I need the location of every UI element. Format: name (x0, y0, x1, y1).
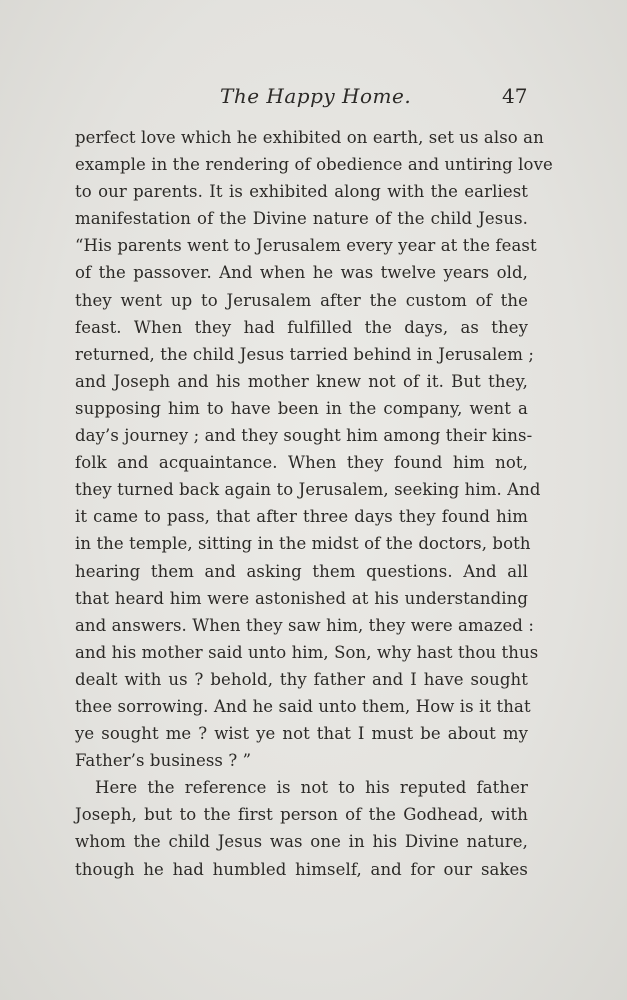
text-line: Joseph, but to the first person of the Godhead, with (75, 805, 528, 825)
text-line: returned, the child Jesus tarried behind in Jerusalem ; (75, 344, 535, 364)
text-line: Father’s business ? ” (75, 751, 252, 771)
paragraph-start-line: Here the reference is not to his reputed father (95, 778, 528, 798)
text-line: manifestation of the Divine nature of the child Jesus. (75, 209, 528, 229)
running-head (0, 84, 627, 114)
text-line: perfect love which he exhibited on earth, set us also an (75, 128, 544, 147)
text-line: and his mother said unto him, Son, why hast thou thus (75, 642, 539, 662)
text-line: it came to pass, that after three days they found him (75, 507, 528, 527)
text-line: to our parents. It is exhibited along with the earliest (75, 182, 528, 202)
body-text (75, 124, 553, 883)
text-line: and Joseph and his mother knew not of it. But they, (75, 371, 528, 391)
text-line: hearing them and asking them questions. And all (75, 561, 528, 581)
text-line: supposing him to have been in the company, went a (75, 398, 528, 418)
text-line: ye sought me ? wist ye not that I must be about my (75, 724, 528, 744)
text-line: example in the rendering of obedience and untiring love (75, 155, 553, 175)
text-line: folk and acquaintance. When they found him not, (75, 453, 528, 473)
text-line: dealt with us ? behold, thy father and I have sought (75, 669, 528, 689)
text-line: and answers. When they saw him, they were amazed : (75, 615, 534, 635)
text-line: of the passover. And when he was twelve years old, (75, 263, 528, 283)
text-line: day’s journey ; and they sought him among their kins- (75, 426, 533, 446)
text-line: in the temple, sitting in the midst of the doctors, both (75, 534, 531, 554)
text-line: whom the child Jesus was one in his Divine nature, (75, 832, 528, 852)
text-line: feast. When they had fulfilled the days, as they (75, 317, 528, 337)
text-line: they turned back again to Jerusalem, seeking him. And (75, 480, 541, 500)
text-line: “His parents went to Jerusalem every year at the feast (75, 236, 537, 256)
text-line: that heard him were astonished at his understanding (75, 588, 528, 608)
page-number: 47 (502, 84, 528, 108)
text-line: thee sorrowing. And he said unto them, How is it that (75, 696, 531, 716)
text-line: they went up to Jerusalem after the custom of the (75, 290, 528, 310)
text-line: though he had humbled himself, and for our sakes (75, 859, 528, 879)
running-title: The Happy Home. (220, 84, 412, 108)
